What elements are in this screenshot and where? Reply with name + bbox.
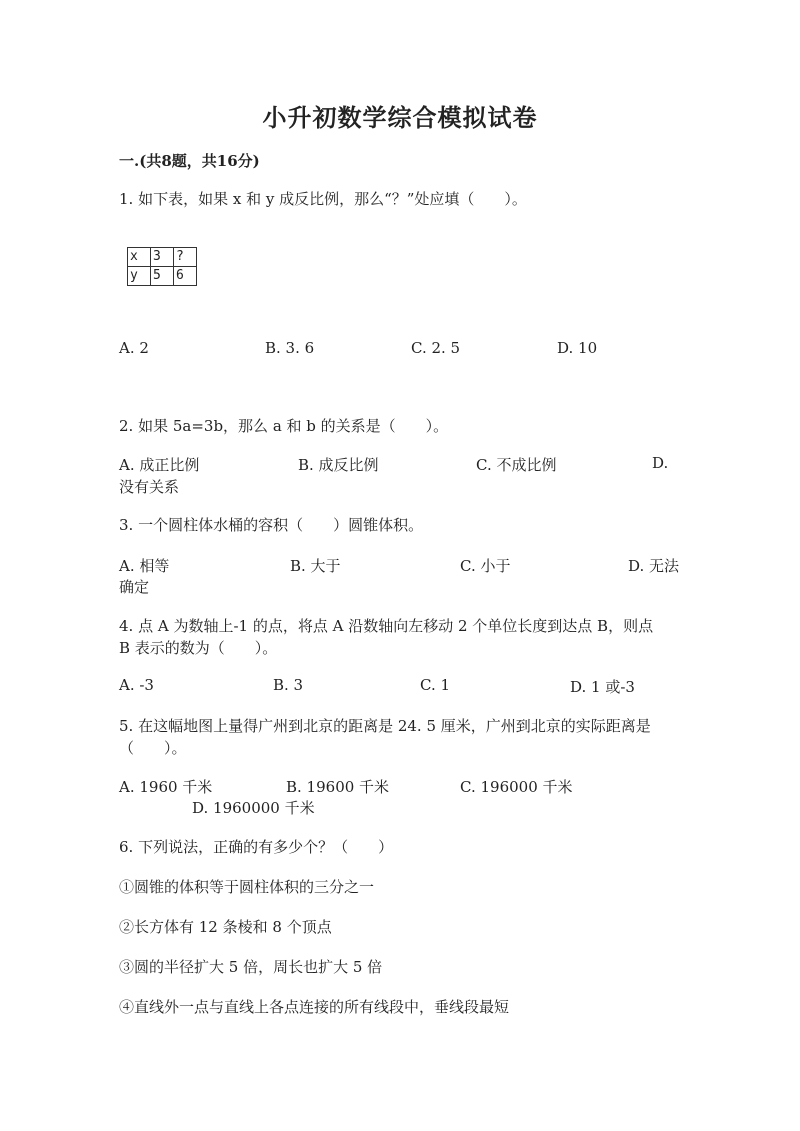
question-5-option-c[interactable]: C. 196000 千米 <box>460 778 573 796</box>
question-5-option-a[interactable]: A. 1960 千米 <box>119 778 213 796</box>
question-6-statement-4: ④直线外一点与直线上各点连接的所有线段中，垂线段最短 <box>119 998 510 1016</box>
question-3-option-b[interactable]: B. 大于 <box>290 557 341 575</box>
question-3-text: 3. 一个圆柱体水桶的容积（ ）圆锥体积。 <box>119 516 424 534</box>
question-4-option-c[interactable]: C. 1 <box>420 676 451 694</box>
table-cell: 3 <box>151 248 174 267</box>
question-6-statement-1: ①圆锥的体积等于圆柱体积的三分之一 <box>119 878 375 896</box>
question-1-text: 1. 如下表，如果 x 和 y 成反比例，那么“？”处应填（ ）。 <box>119 190 527 208</box>
question-2-option-d[interactable]: D. <box>652 454 669 472</box>
question-6-text: 6. 下列说法，正确的有多少个？（ ） <box>119 838 394 856</box>
table-row <box>128 267 197 286</box>
question-6-statement-2: ②长方体有 12 条棱和 8 个顶点 <box>119 918 332 936</box>
question-5-text-line-2: （ ）。 <box>119 739 187 757</box>
table-cell: 6 <box>174 267 197 286</box>
question-2-option-d-wrap[interactable]: 没有关系 <box>119 478 180 496</box>
question-3-option-c[interactable]: C. 小于 <box>460 557 511 575</box>
question-1-option-d[interactable]: D. 10 <box>557 339 598 357</box>
question-2-option-c[interactable]: C. 不成比例 <box>476 456 557 474</box>
question-5-option-b[interactable]: B. 19600 千米 <box>286 778 390 796</box>
question-3-option-d[interactable]: D. 无法 <box>628 557 680 575</box>
question-6-statement-3: ③圆的半径扩大 5 倍，周长也扩大 5 倍 <box>119 958 383 976</box>
question-1-option-c[interactable]: C. 2. 5 <box>411 339 461 357</box>
question-1-option-b[interactable]: B. 3. 6 <box>265 339 315 357</box>
question-5-text-line-1: 5. 在这幅地图上量得广州到北京的距离是 24. 5 厘米，广州到北京的实际距离是 <box>119 717 651 735</box>
question-4-option-d[interactable]: D. 1 或-3 <box>570 678 635 696</box>
table-cell: x <box>128 248 151 267</box>
question-3-option-a[interactable]: A. 相等 <box>119 557 170 575</box>
question-1-table <box>127 247 197 286</box>
question-5-option-d[interactable]: D. 1960000 千米 <box>192 799 315 817</box>
question-4-option-a[interactable]: A. -3 <box>119 676 154 694</box>
table-cell: ? <box>174 248 197 267</box>
question-2-text: 2. 如果 5a=3b，那么 a 和 b 的关系是（ ）。 <box>119 417 449 435</box>
table-cell: y <box>128 267 151 286</box>
section-heading: 一.(共8题，共16分) <box>119 152 260 170</box>
table-row <box>128 248 197 267</box>
table-cell: 5 <box>151 267 174 286</box>
question-3-option-d-wrap[interactable]: 确定 <box>119 578 150 596</box>
page-title: 小升初数学综合模拟试卷 <box>262 103 538 132</box>
question-2-option-b[interactable]: B. 成反比例 <box>298 456 379 474</box>
question-4-text-line-2: B 表示的数为（ ）。 <box>119 639 278 657</box>
question-1-option-a[interactable]: A. 2 <box>119 339 149 357</box>
question-2-option-a[interactable]: A. 成正比例 <box>119 456 200 474</box>
question-4-text-line-1: 4. 点 A 为数轴上-1 的点，将点 A 沿数轴向左移动 2 个单位长度到达点 B，则点 <box>119 617 654 635</box>
question-4-option-b[interactable]: B. 3 <box>273 676 304 694</box>
